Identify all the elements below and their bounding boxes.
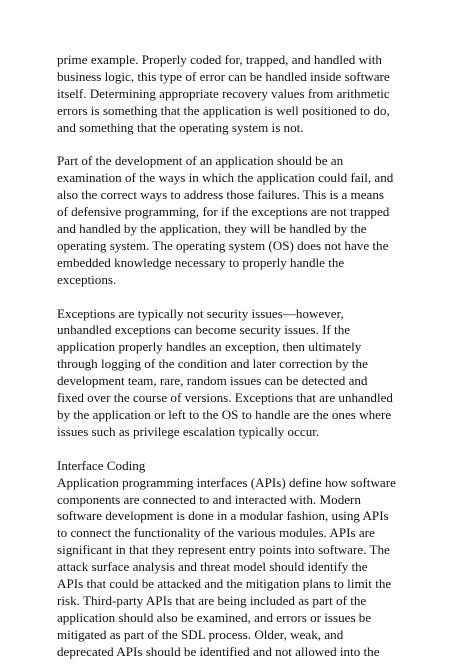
text-line: issues such as privilege escalation typically occur.	[57, 423, 320, 439]
text-line: itself. Determining appropriate recovery values from arithmetic	[57, 85, 390, 101]
text-line: mitigated as part of the SDL process. Older, weak, and	[57, 626, 344, 642]
paragraph-error-handling	[57, 52, 417, 137]
text-line: significant in that they represent entry points into software. The	[57, 542, 390, 558]
text-line: fixed over the course of versions. Exceptions that are unhandled	[57, 390, 393, 406]
text-line: errors is something that the application is well positioned to do,	[57, 102, 390, 118]
text-line: of defensive programming, for if the exceptions are not trapped	[57, 204, 390, 220]
text-line: to connect the functionality of the various modules. APIs are	[57, 525, 375, 541]
section-interface-coding	[57, 458, 417, 661]
text-line: by the application or left to the OS to handle are the ones where	[57, 407, 392, 422]
text-line: application properly handles an exception, then ultimately	[57, 339, 362, 355]
text-line: attack surface analysis and threat model should identify the	[57, 559, 368, 575]
text-line: APIs that could be attacked and the mitigation plans to limit the	[57, 576, 392, 592]
text-line: examination of the ways in which the application could fail, and	[57, 170, 394, 186]
text-line: business logic, this type of error can be handled inside software	[57, 68, 390, 84]
text-line: risk. Third-party APIs that are being included as part of the	[57, 592, 367, 608]
text-line: also the correct ways to address those failures. This is a means	[57, 187, 385, 203]
text-line: Application programming interfaces (APIs) define how software	[57, 474, 396, 490]
text-line: Exceptions are typically not security issues—however,	[57, 305, 344, 321]
text-line: components are connected to and interacted with. Modern	[57, 491, 361, 507]
text-line: application should also be examined, and errors or issues be	[57, 609, 372, 625]
section-heading: Interface Coding	[57, 457, 146, 473]
text-line: prime example. Properly coded for, trapped, and handled with	[57, 52, 382, 67]
document-page	[57, 52, 417, 661]
text-line: Part of the development of an application should be an	[57, 153, 344, 169]
text-line: through logging of the condition and later correction by the	[57, 356, 368, 372]
text-line: unhandled exceptions can become security issues. If the	[57, 322, 351, 338]
text-line: and something that the operating system is not.	[57, 119, 304, 135]
text-line: and handled by the application, they will be handled by the	[57, 221, 367, 237]
text-line: software development is done in a modular fashion, using APIs	[57, 508, 389, 524]
paragraph-exceptions	[57, 306, 417, 441]
text-line: development team, rare, random issues can be detected and	[57, 373, 368, 389]
text-line: operating system. The operating system (OS) does not have the	[57, 237, 389, 253]
text-line: embedded knowledge necessary to properly handle the	[57, 254, 345, 270]
text-line: exceptions.	[57, 271, 117, 287]
text-line: deprecated APIs should be identified and not allowed into the	[57, 643, 380, 659]
paragraph-defensive-programming	[57, 153, 417, 288]
